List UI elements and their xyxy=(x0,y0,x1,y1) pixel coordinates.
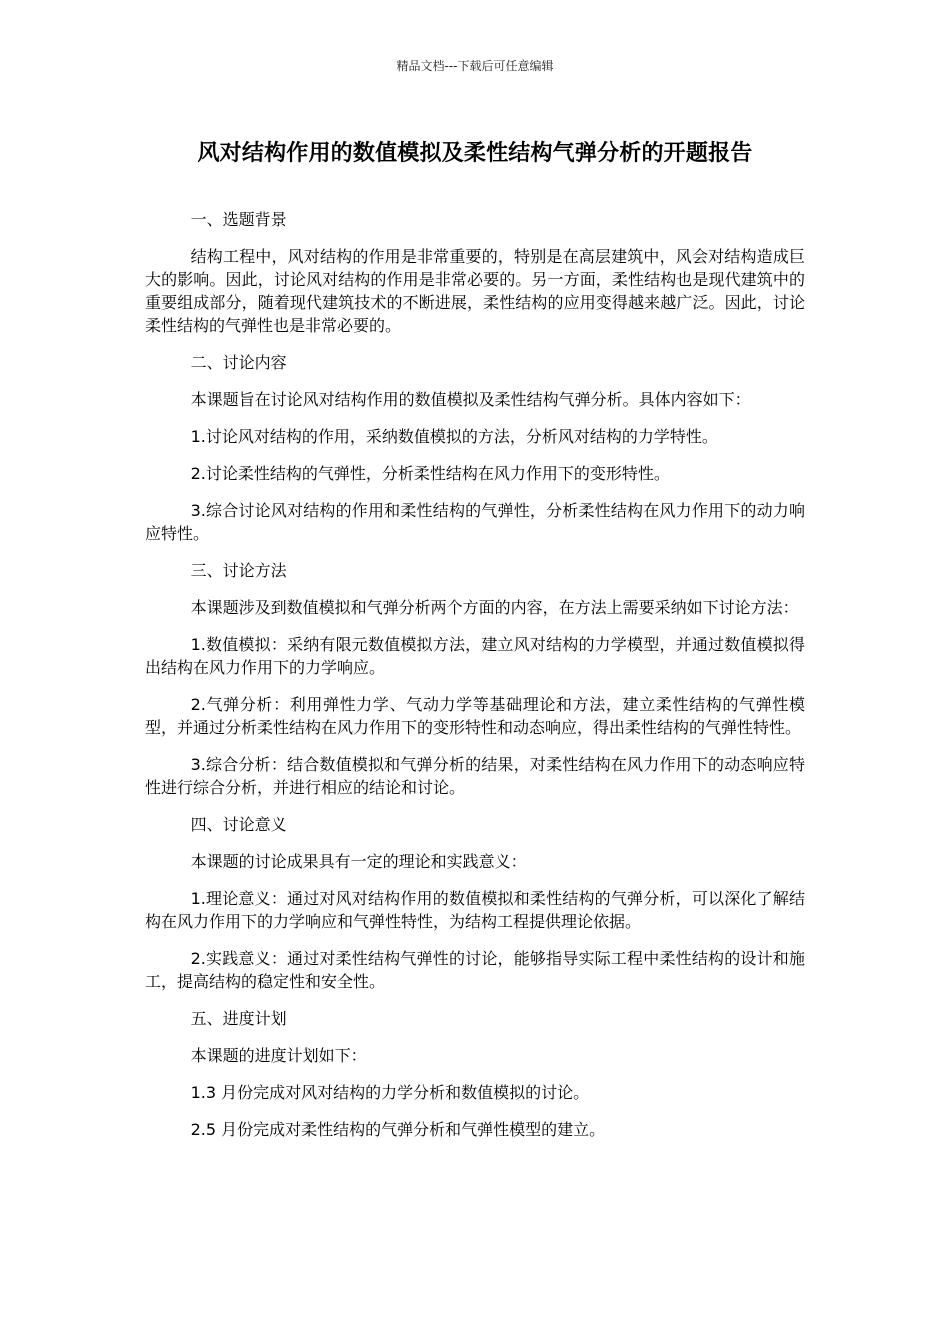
list-item: 3.综合分析：结合数值模拟和气弹分析的结果，对柔性结构在风力作用下的动态响应特性进行综合分析，并进行相应的结论和讨论。 xyxy=(145,755,805,797)
list-item: 2.讨论柔性结构的气弹性，分析柔性结构在风力作用下的变形特性。 xyxy=(190,464,670,483)
section-heading-content: 二、讨论内容 xyxy=(190,353,287,372)
list-item: 1.理论意义：通过对风对结构作用的数值模拟和柔性结构的气弹分析，可以深化了解结构在风力作用下的力学响应和气弹性特性，为结构工程提供理论依据。 xyxy=(145,889,805,931)
document-title: 风对结构作用的数值模拟及柔性结构气弹分析的开题报告 xyxy=(197,141,753,166)
section-heading-schedule: 五、进度计划 xyxy=(190,1009,287,1028)
list-item: 1.数值模拟：采纳有限元数值模拟方法，建立风对结构的力学模型，并通过数值模拟得出结构在风力作用下的力学响应。 xyxy=(145,635,805,677)
paragraph: 本课题的进度计划如下： xyxy=(190,1046,367,1065)
list-item: 1.讨论风对结构的作用，采纳数值模拟的方法，分析风对结构的力学特性。 xyxy=(190,427,718,446)
section-heading-significance: 四、讨论意义 xyxy=(190,815,287,834)
list-item: 1.3 月份完成对风对结构的力学分析和数值模拟的讨论。 xyxy=(190,1083,590,1102)
paragraph: 本课题旨在讨论风对结构作用的数值模拟及柔性结构气弹分析。具体内容如下： xyxy=(190,390,751,409)
section-heading-method: 三、讨论方法 xyxy=(190,561,287,580)
paragraph: 本课题涉及到数值模拟和气弹分析两个方面的内容，在方法上需要采纳如下讨论方法： xyxy=(190,598,799,617)
section-heading-background: 一、选题背景 xyxy=(190,210,287,229)
list-item: 2.气弹分析：利用弹性力学、气动力学等基础理论和方法，建立柔性结构的气弹性模型，并通过分析柔性结构在风力作用下的变形特性和动态响应，得出柔性结构的气弹性特性。 xyxy=(145,695,805,737)
paragraph: 本课题的讨论成果具有一定的理论和实践意义： xyxy=(190,852,527,871)
list-item: 2.实践意义：通过对柔性结构气弹性的讨论，能够指导实际工程中柔性结构的设计和施工，提高结构的稳定性和安全性。 xyxy=(145,949,805,991)
header-note: 精品文档---下载后可任意编辑 xyxy=(396,59,554,73)
list-item: 3.综合讨论风对结构的作用和柔性结构的气弹性，分析柔性结构在风力作用下的动力响应特性。 xyxy=(145,501,805,543)
document-body xyxy=(145,208,805,1155)
paragraph: 结构工程中，风对结构的作用是非常重要的，特别是在高层建筑中，风会对结构造成巨大的影响。因此，讨论风对结构的作用是非常必要的。另一方面，柔性结构也是现代建筑中的重要组成部分，随着现代建筑技术的不断进展，柔性结构的应用变得越来越广泛。因此，讨论柔性结构的气弹性也是非常必要的。 xyxy=(145,247,805,335)
list-item: 2.5 月份完成对柔性结构的气弹分析和气弹性模型的建立。 xyxy=(190,1120,606,1139)
